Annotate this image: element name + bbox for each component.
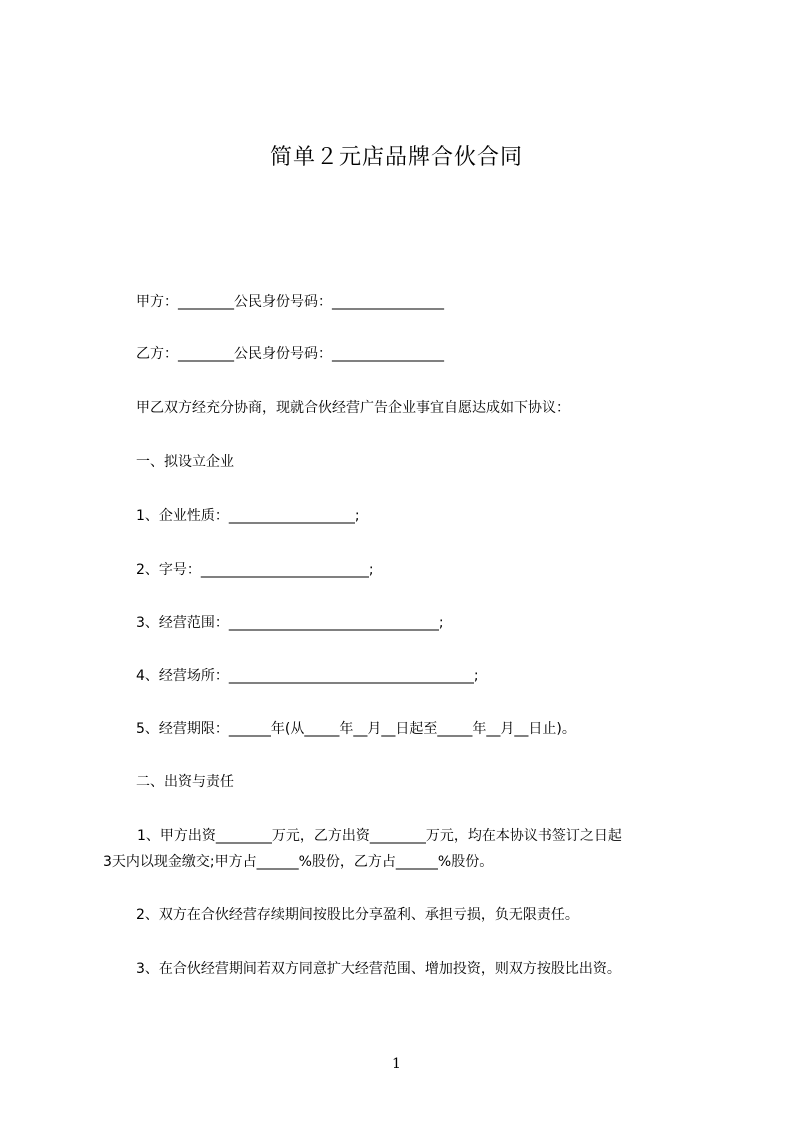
preamble: 甲乙双方经充分协商，现就合伙经营广告企业事宜自愿达成如下协议： — [136, 400, 570, 416]
party-b-line: 乙方：________公民身份号码：________________ — [136, 346, 444, 362]
party-a-line: 甲方：________公民身份号码：________________ — [136, 294, 444, 310]
section-2-item-2: 2、双方在合伙经营存续期间按股比分享盈利、承担亏损，负无限责任。 — [136, 907, 579, 923]
section-1-heading: 一、拟设立企业 — [136, 454, 234, 470]
section-2-item-1-line-1: 1、甲方出资________万元，乙方出资________万元，均在本协议书签订之日起 — [137, 828, 622, 844]
section-1-item-term: 5、经营期限：______年(从_____年__月__日起至_____年__月__日止)。 — [136, 721, 576, 737]
section-1-item-premises: 4、经营场所：___________________________________; — [136, 668, 479, 684]
section-2-item-1-line-2: 3天内以现金缴交;甲方占______%股份，乙方占______%股份。 — [103, 854, 494, 870]
section-2-heading: 二、出资与责任 — [136, 774, 234, 790]
section-1-item-name: 2、字号：________________________; — [136, 562, 374, 578]
section-1-item-scope: 3、经营范围：______________________________; — [136, 615, 444, 631]
section-1-item-nature: 1、企业性质：__________________; — [136, 508, 360, 524]
section-2-item-3: 3、在合伙经营期间若双方同意扩大经营范围、增加投资，则双方按股比出资。 — [136, 961, 621, 977]
document-title: 简单２元店品牌合伙合同 — [269, 145, 523, 170]
page-number: 1 — [392, 1056, 401, 1072]
